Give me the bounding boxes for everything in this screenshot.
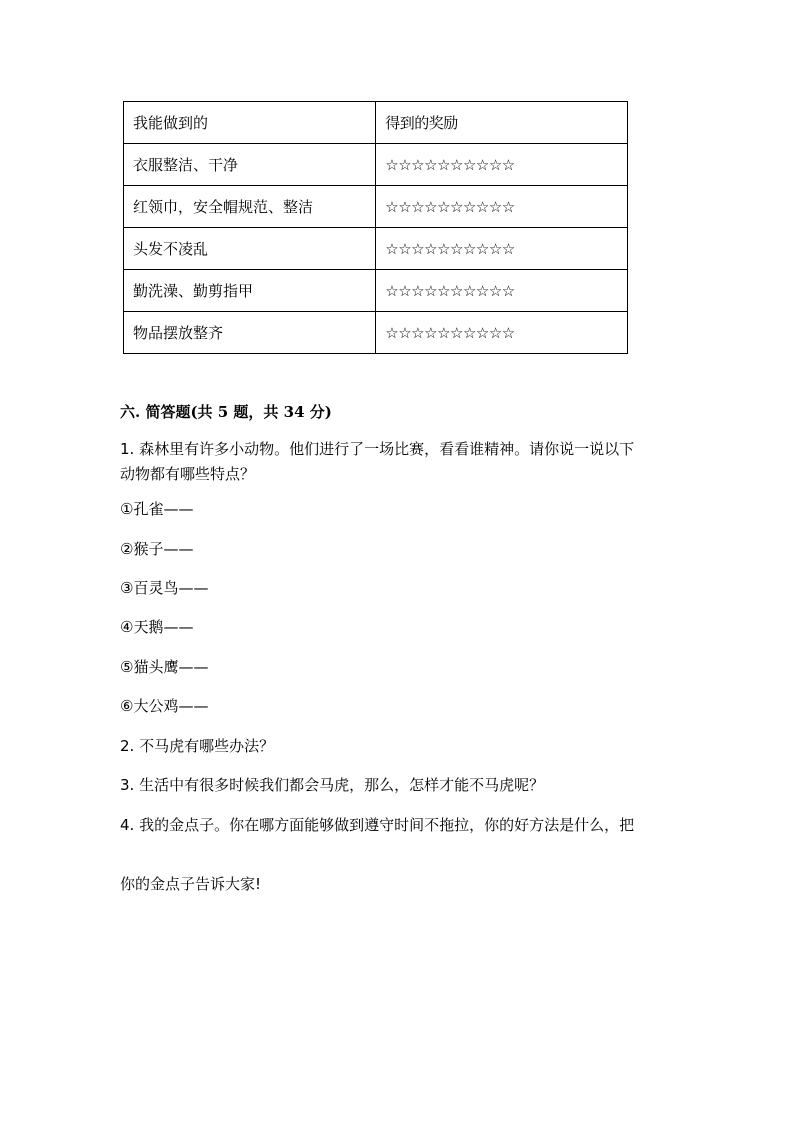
table-row [124,144,628,186]
question-1 [120,437,680,487]
question-4-line-1: 4. 我的金点子。你在哪方面能够做到遵守时间不拖拉，你的好方法是什么，把 [120,816,635,834]
table-cell-item: 勤洗澡、勤剪指甲 [124,270,376,312]
question-3: 3. 生活中有很多时候我们都会马虎，那么，怎样才能不马虎呢？ [120,776,545,794]
table-cell-stars: ☆☆☆☆☆☆☆☆☆☆ [376,228,628,270]
table-cell-stars: ☆☆☆☆☆☆☆☆☆☆ [376,312,628,354]
table-header-row [124,102,628,144]
table-row [124,186,628,228]
animal-item-lark: ③百灵鸟—— [120,579,209,597]
table-cell-stars: ☆☆☆☆☆☆☆☆☆☆ [376,186,628,228]
reward-table [123,101,628,354]
animal-item-swan: ④天鹅—— [120,618,194,636]
animal-item-rooster: ⑥大公鸡—— [120,697,209,715]
table-cell-item: 红领巾，安全帽规范、整洁 [124,186,376,228]
table-cell-item: 头发不凌乱 [124,228,376,270]
table-cell-item: 物品摆放整齐 [124,312,376,354]
table-header-cell: 我能做到的 [124,102,376,144]
table-cell-stars: ☆☆☆☆☆☆☆☆☆☆ [376,144,628,186]
table-cell-item: 衣服整洁、干净 [124,144,376,186]
section-title: 六. 简答题(共 5 题，共 34 分) [120,403,332,421]
question-1-line-2: 动物都有哪些特点？ [120,465,256,483]
question-1-line-1: 1. 森林里有许多小动物。他们进行了一场比赛，看看谁精神。请你说一说以下 [120,440,635,458]
table-row [124,228,628,270]
table-row [124,270,628,312]
question-4-line-2: 你的金点子告诉大家! [120,875,262,893]
question-2: 2. 不马虎有哪些办法？ [120,737,275,755]
animal-item-owl: ⑤猫头鹰—— [120,658,209,676]
table-header-cell: 得到的奖励 [376,102,628,144]
table-cell-stars: ☆☆☆☆☆☆☆☆☆☆ [376,270,628,312]
animal-item-monkey: ②猴子—— [120,540,194,558]
table-row [124,312,628,354]
animal-item-peacock: ①孔雀—— [120,500,194,518]
